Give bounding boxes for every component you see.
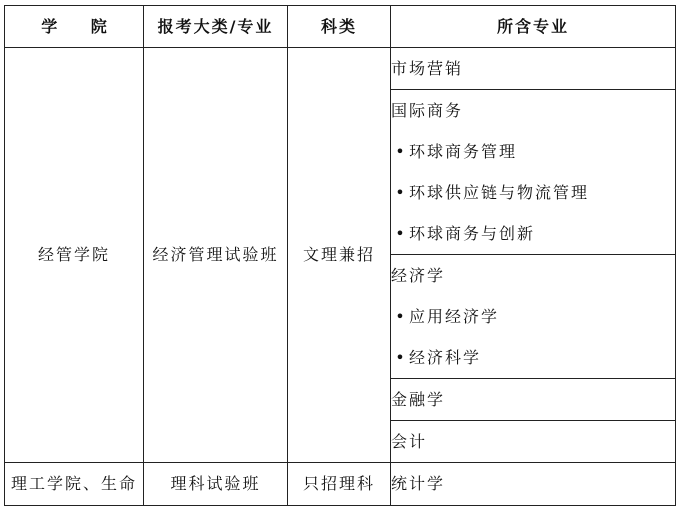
- major-cell: 经济学: [391, 255, 676, 297]
- bullet-icon: •: [395, 347, 405, 367]
- majors-table: [4, 5, 676, 506]
- header-school: 学 院: [5, 6, 144, 48]
- major-cell: 统计学: [391, 463, 676, 506]
- header-subject: 科类: [288, 6, 391, 48]
- table-row: [5, 48, 676, 90]
- header-category: 报考大类/专业: [144, 6, 288, 48]
- subject-cell: 文理兼招: [288, 48, 391, 463]
- major-sub-cell: • 环球商务与创新: [391, 213, 676, 255]
- school-cell: 理工学院、生命: [5, 463, 144, 506]
- major-sub-cell: • 经济科学: [391, 337, 676, 379]
- subject-cell: 只招理科: [288, 463, 391, 506]
- bullet-icon: •: [395, 182, 405, 202]
- school-cell: 经管学院: [5, 48, 144, 463]
- table-row: [5, 463, 676, 506]
- category-cell: 经济管理试验班: [144, 48, 288, 463]
- bullet-icon: •: [395, 223, 405, 243]
- header-row: [5, 6, 676, 48]
- major-cell: 国际商务: [391, 90, 676, 132]
- category-cell: 理科试验班: [144, 463, 288, 506]
- bullet-icon: •: [395, 306, 405, 326]
- major-cell: 金融学: [391, 379, 676, 421]
- major-sub-cell: • 环球供应链与物流管理: [391, 172, 676, 213]
- bullet-icon: •: [395, 141, 405, 161]
- major-cell: 会计: [391, 421, 676, 463]
- major-sub-cell: • 环球商务管理: [391, 131, 676, 172]
- header-majors: 所含专业: [391, 6, 676, 48]
- major-sub-cell: • 应用经济学: [391, 296, 676, 337]
- major-cell: 市场营销: [391, 48, 676, 90]
